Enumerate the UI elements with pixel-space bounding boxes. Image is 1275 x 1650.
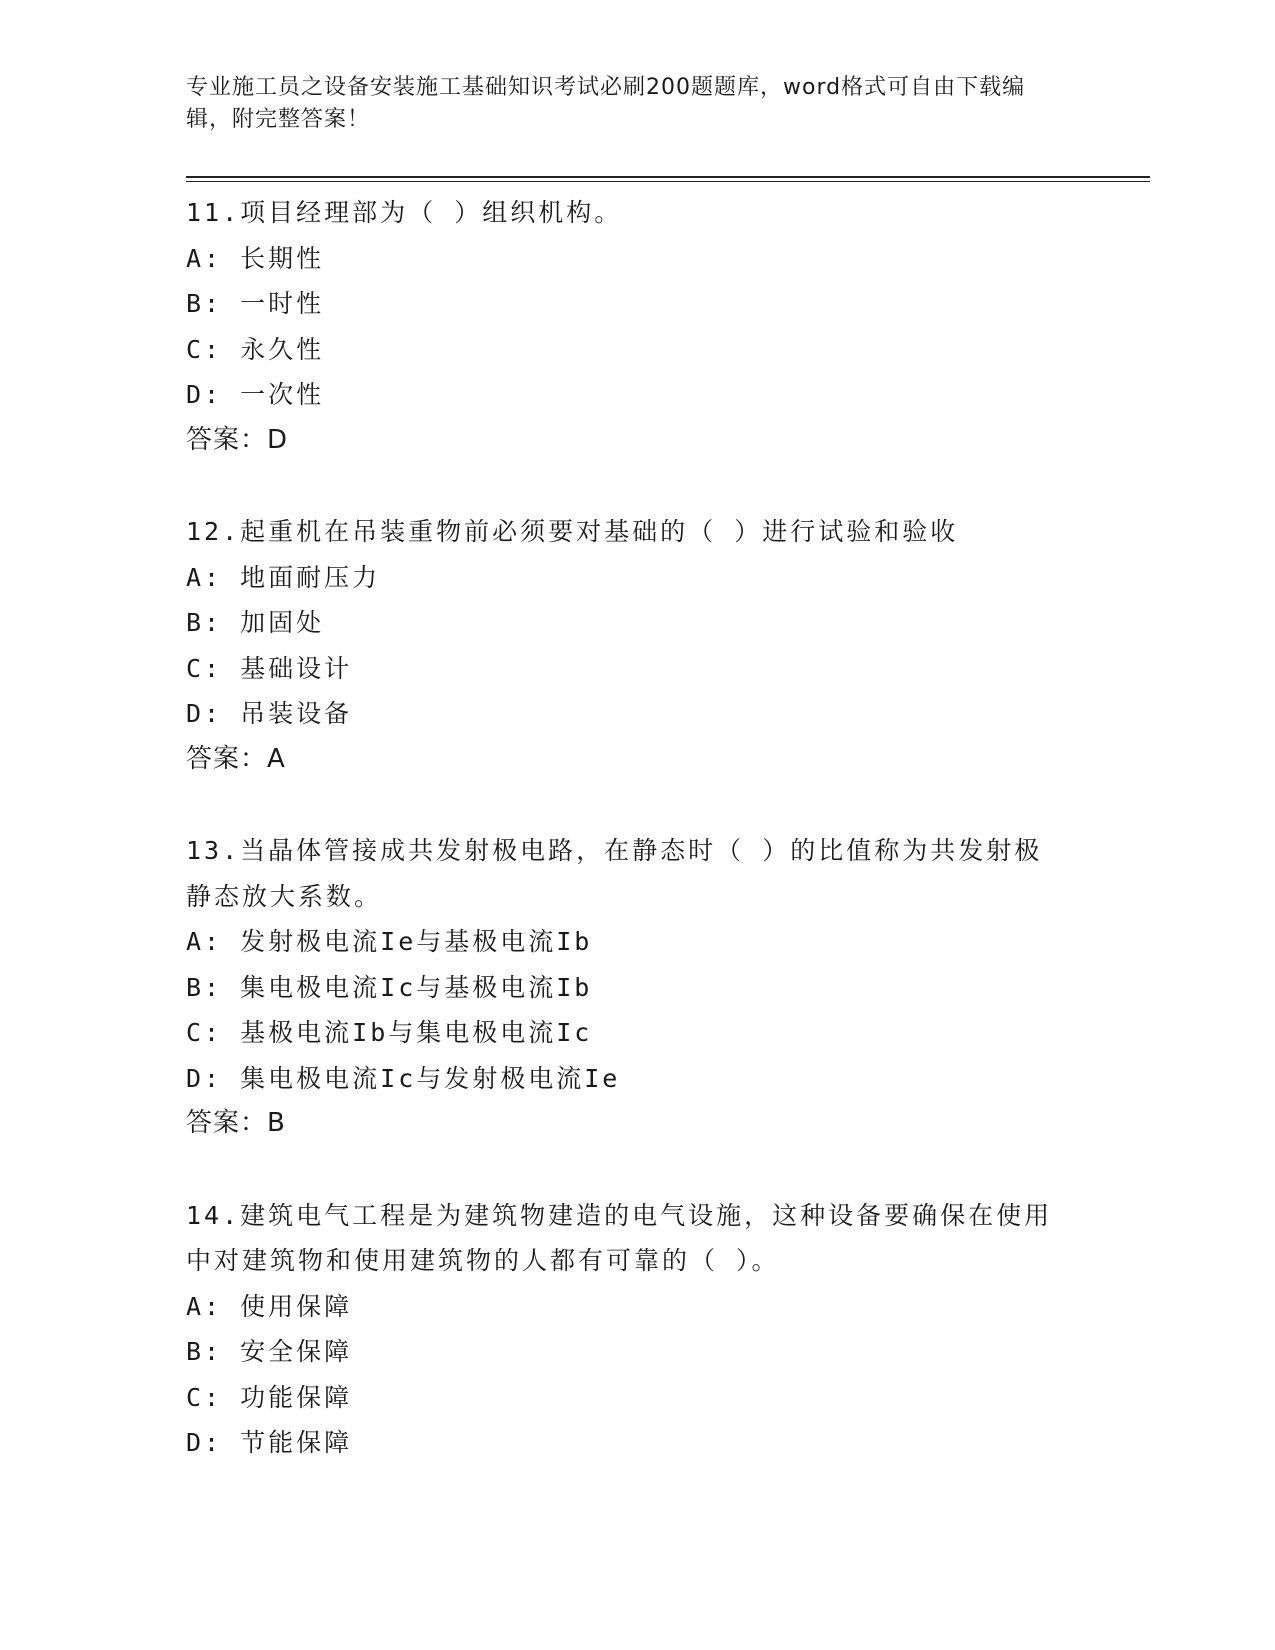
question-13 [186,828,1086,1147]
option-d: D: 集电极电流Ic与发射极电流Ie [186,1063,621,1093]
option-d: D: 一次性 [186,380,325,409]
option-c: C: 功能保障 [186,1382,353,1412]
header-divider-thin [186,181,1150,182]
option-a: A: 使用保障 [186,1291,353,1321]
question-12 [186,509,1086,782]
answer-line: 答案：B [186,1108,286,1138]
answer-line: 答案：A [186,743,286,774]
option-a: A: 地面耐压力 [186,562,381,592]
question-text: 13.当晶体管接成共发射极电路，在静态时（ ）的比值称为共发射极静态放大系数。 [186,836,1043,911]
question-14 [186,1193,1086,1466]
question-text: 12.起重机在吊装重物前必须要对基础的（ ）进行试验和验收 [186,517,959,546]
question-11 [186,190,1086,463]
option-b: B: 一时性 [186,289,325,318]
option-c: C: 基极电流Ib与集电极电流Ic [186,1018,593,1047]
answer-line: 答案：D [186,424,289,455]
document-header: 专业施工员之设备安装施工基础知识考试必刷200题题库，word格式可自由下载编辑，附完整答案！ [186,75,1026,132]
question-list [186,190,1086,1512]
option-b: B: 集电极电流Ic与基极电流Ib [186,972,593,1002]
option-d: D: 节能保障 [186,1428,353,1457]
question-text: 11.项目经理部为（ ）组织机构。 [186,198,623,227]
option-c: C: 永久性 [186,334,325,364]
option-c: C: 基础设计 [186,653,353,683]
option-d: D: 吊装设备 [186,699,353,728]
option-a: A: 长期性 [186,243,325,273]
option-a: A: 发射极电流Ie与基极电流Ib [186,927,593,956]
question-text: 14.建筑电气工程是为建筑物建造的电气设施，这种设备要确保在使用中对建筑物和使用建筑物的人都有可靠的（ ）。 [186,1200,1053,1275]
header-divider-thick [186,176,1150,178]
option-b: B: 安全保障 [186,1337,353,1366]
option-b: B: 加固处 [186,608,325,637]
